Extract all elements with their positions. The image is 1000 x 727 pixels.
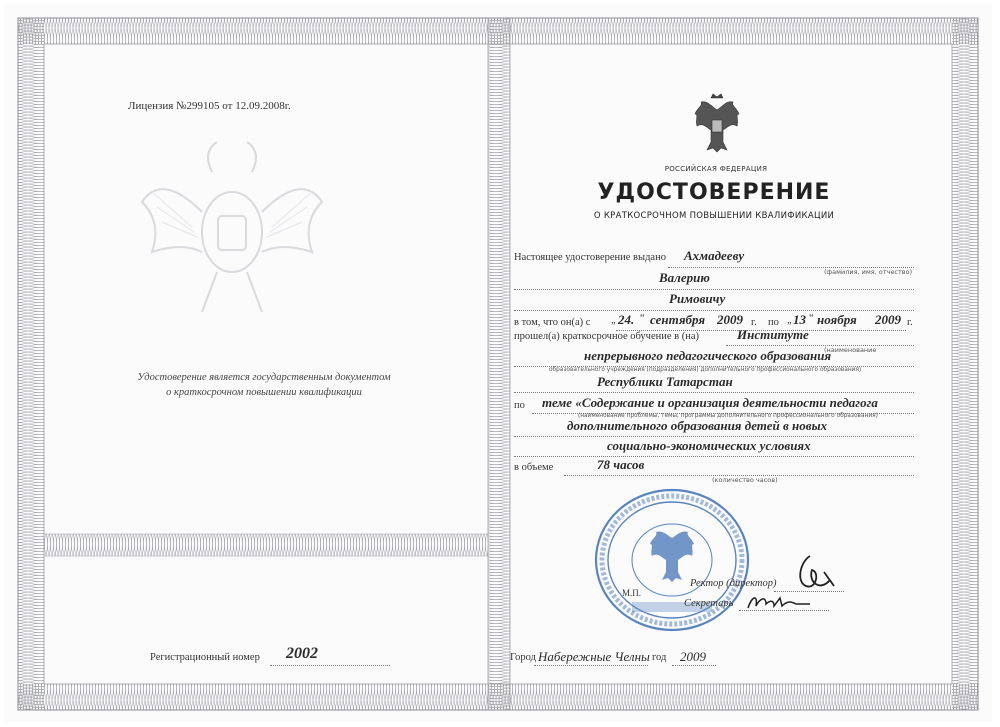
note-line-2: о краткосрочном повышении квалификации — [166, 387, 362, 398]
to-year: 2009 — [875, 312, 901, 327]
year-suffix-2: г. — [907, 317, 913, 328]
to-day: 13 — [793, 312, 806, 327]
topic-line-3-rule — [514, 456, 914, 457]
topic-label: по — [514, 400, 525, 411]
double-headed-eagle-icon — [689, 92, 745, 156]
eagle-watermark-icon — [132, 132, 332, 322]
license-text: Лицензия №299105 от 12.09.2008г. — [128, 100, 291, 112]
certificate-title: УДОСТОВЕРЕНИЕ — [597, 180, 831, 205]
to-month: ноября — [817, 312, 857, 327]
recipient-patronymic: Римовичу — [669, 291, 726, 306]
topic-line-1: теме «Содержание и организация деятельности педагога — [542, 395, 878, 410]
from-year: 2009 — [717, 312, 743, 327]
period-label: в том, что он(а) с — [514, 317, 591, 328]
year-suffix-1: г. — [751, 317, 757, 328]
reg-number-value: 2002 — [286, 645, 318, 662]
institution-hint-2: образовательного учреждения (подразделения) дополнительного профессионального образования) — [549, 367, 862, 373]
year-value: 2009 — [680, 649, 706, 664]
name-line — [514, 289, 914, 290]
certificate-sheet: Лицензия №299105 от 12.09.2008г. Удостоверение является государственным документом о краткосрочном повышении квалификации Регистрационный номер 2002 РОССИЙСКАЯ ФЕДЕРАЦИЯ УДОСТОВЕРЕНИЕ О КРАТКОСРОЧНОМ ПОВЫШЕНИИ КВАЛИФИКАЦИИ Настоящее удостоверение выдано Ахмадееву (фамилия, имя, отчество) Валерию Римовичу в том, что он(а) с „ 24. “ сентября 2009 г. по „ 13 “ ноября 2009 г. прошел(а) краткосрочное обучение в (на) Институте (наименование непрерывного педагогического образования образовательного учреждения (подразделения) дополнительного профессионального образования) Республики Татарстан по теме «Содержание и организация деятельности педагога (наименование проблемы, темы, программы дополнительного профессионального образования) дополнительного образования детей в новых социально-экономических условиях в объеме 78 часов (количество часов) М.П. Ректор (директор) Секретарь Город Набережные Челны год 2009 — [4, 4, 992, 722]
from-month: сентября — [650, 312, 706, 327]
city-label: Город — [510, 652, 536, 663]
institution-line-1: Институте — [737, 327, 809, 342]
institution-line-3: Республики Татарстан — [597, 374, 733, 389]
institution-hint-1: (наименование — [824, 346, 877, 354]
fio-hint: (фамилия, имя, отчество) — [824, 268, 913, 276]
reg-number-line — [270, 665, 390, 666]
city-rule — [534, 665, 648, 666]
mp-label: М.П. — [622, 588, 642, 598]
rector-label: Ректор (директор) — [690, 578, 777, 589]
to-label: по — [768, 317, 779, 328]
year-label: год — [652, 652, 667, 663]
institution-line-3-rule — [514, 392, 914, 393]
reg-number-label: Регистрационный номер — [150, 652, 260, 663]
volume-label: в объеме — [514, 462, 554, 473]
topic-hint: (наименование проблемы, темы, программы дополнительного профессионального образования) — [578, 413, 878, 419]
topic-line-2-rule — [514, 436, 914, 437]
topic-line-3: социально-экономических условиях — [607, 438, 811, 453]
training-label: прошел(а) краткосрочное обучение в (на) — [514, 331, 700, 342]
topic-line-2: дополнительного образования детей в новых — [567, 418, 828, 433]
institution-line-1-rule — [726, 345, 914, 346]
institution-line-2: непрерывного педагогического образования — [584, 348, 832, 363]
note-line-1: Удостоверение является государственным документом — [137, 372, 391, 383]
official-seal-icon — [592, 486, 752, 634]
year-rule — [672, 665, 716, 666]
secretary-signature-icon — [744, 590, 814, 614]
from-day: 24. — [618, 312, 635, 327]
secretary-label: Секретарь — [684, 598, 734, 609]
certificate-subtitle: О КРАТКОСРОЧНОМ ПОВЫШЕНИИ КВАЛИФИКАЦИИ — [593, 211, 835, 221]
volume-hint: (количество часов) — [712, 476, 778, 484]
issued-label: Настоящее удостоверение выдано — [514, 252, 666, 263]
volume-value: 78 часов — [597, 457, 645, 472]
recipient-name: Валерию — [659, 270, 710, 285]
recipient-surname: Ахмадееву — [684, 248, 745, 263]
city-value: Набережные Челны — [538, 649, 650, 664]
federation-text: РОССИЙСКАЯ ФЕДЕРАЦИЯ — [664, 165, 768, 173]
patronymic-line — [514, 310, 914, 311]
